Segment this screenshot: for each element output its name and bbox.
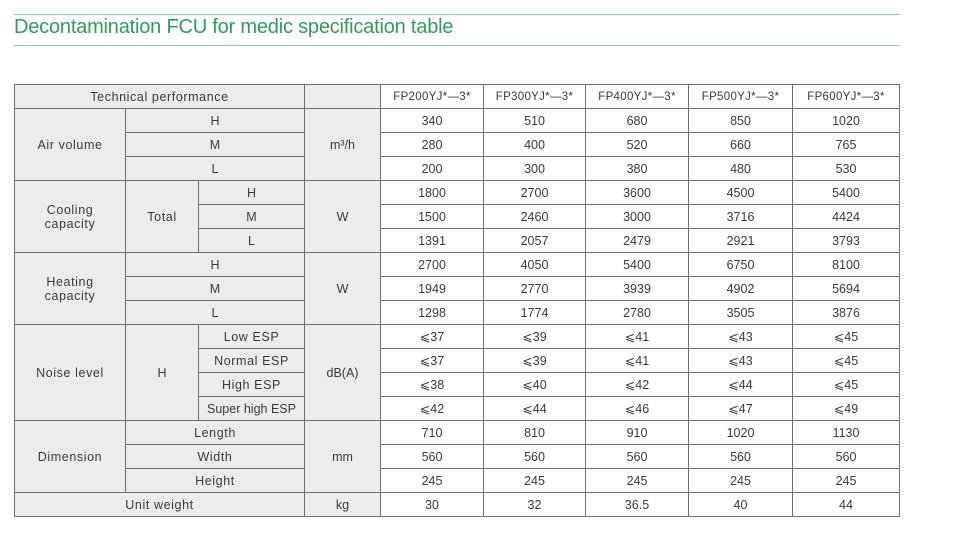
value-cell: 1500 (381, 205, 484, 229)
value-cell: 910 (586, 421, 689, 445)
value-cell: ⩽44 (689, 373, 793, 397)
value-cell: 245 (793, 469, 900, 493)
value-cell: 4500 (689, 181, 793, 205)
level-label: Height (126, 469, 305, 493)
value-cell: ⩽47 (689, 397, 793, 421)
level-label: Low ESP (199, 325, 305, 349)
value-cell: 245 (586, 469, 689, 493)
value-cell: 680 (586, 109, 689, 133)
cooling-label (15, 181, 126, 253)
value-cell: ⩽39 (484, 325, 586, 349)
level-label: L (199, 229, 305, 253)
value-cell: 2479 (586, 229, 689, 253)
value-cell: 1020 (793, 109, 900, 133)
value-cell: 3793 (793, 229, 900, 253)
value-cell: 200 (381, 157, 484, 181)
heating-label-line2: capacity (44, 288, 96, 303)
unit-cell: dB(A) (305, 325, 381, 421)
value-cell: 480 (689, 157, 793, 181)
page-title: Decontamination FCU for medic specification table (14, 16, 454, 38)
level-label: M (126, 277, 305, 301)
level-label: High ESP (199, 373, 305, 397)
value-cell: 1949 (381, 277, 484, 301)
value-cell: 3939 (586, 277, 689, 301)
value-cell: 36.5 (586, 493, 689, 517)
value-cell: ⩽49 (793, 397, 900, 421)
value-cell: ⩽41 (586, 325, 689, 349)
value-cell: 520 (586, 133, 689, 157)
level-label: M (199, 205, 305, 229)
value-cell: 400 (484, 133, 586, 157)
value-cell: 3876 (793, 301, 900, 325)
value-cell: ⩽37 (381, 349, 484, 373)
value-cell: 1020 (689, 421, 793, 445)
value-cell: ⩽37 (381, 325, 484, 349)
value-cell: 340 (381, 109, 484, 133)
value-cell: 560 (484, 445, 586, 469)
cooling-sub-label: Total (126, 181, 199, 253)
value-cell: 280 (381, 133, 484, 157)
heating-label (15, 253, 126, 325)
air-volume-row (15, 109, 900, 133)
value-cell: ⩽45 (793, 349, 900, 373)
value-cell: 2700 (381, 253, 484, 277)
value-cell: 245 (689, 469, 793, 493)
value-cell: 3000 (586, 205, 689, 229)
value-cell: 2700 (484, 181, 586, 205)
value-cell: 3716 (689, 205, 793, 229)
value-cell: 1298 (381, 301, 484, 325)
model-header: FP500YJ*—3* (689, 85, 793, 109)
value-cell: 2057 (484, 229, 586, 253)
value-cell: 850 (689, 109, 793, 133)
value-cell: 5694 (793, 277, 900, 301)
value-cell: 660 (689, 133, 793, 157)
value-cell: 560 (793, 445, 900, 469)
unit-cell: W (305, 181, 381, 253)
header-unit-cell (305, 85, 381, 109)
cooling-row (15, 181, 900, 205)
value-cell: 560 (586, 445, 689, 469)
value-cell: 300 (484, 157, 586, 181)
level-label: L (126, 157, 305, 181)
value-cell: 810 (484, 421, 586, 445)
value-cell: 30 (381, 493, 484, 517)
level-label: Normal ESP (199, 349, 305, 373)
value-cell: 510 (484, 109, 586, 133)
value-cell: ⩽38 (381, 373, 484, 397)
value-cell: 2921 (689, 229, 793, 253)
value-cell: 5400 (793, 181, 900, 205)
unit-cell: mm (305, 421, 381, 493)
value-cell: ⩽45 (793, 325, 900, 349)
value-cell: 2460 (484, 205, 586, 229)
level-label: H (126, 253, 305, 277)
heating-row (15, 253, 900, 277)
top-rule (14, 14, 900, 15)
heating-row (15, 277, 900, 301)
dimension-label: Dimension (15, 421, 126, 493)
value-cell: 2780 (586, 301, 689, 325)
value-cell: 1800 (381, 181, 484, 205)
heating-label-line1: Heating (46, 274, 94, 289)
value-cell: 3600 (586, 181, 689, 205)
heating-row (15, 301, 900, 325)
value-cell: ⩽42 (381, 397, 484, 421)
weight-label: Unit weight (15, 493, 305, 517)
unit-cell: m³/h (305, 109, 381, 181)
level-label: Width (126, 445, 305, 469)
air-volume-label: Air volume (15, 109, 126, 181)
noise-label: Noise level (15, 325, 126, 421)
value-cell: 3505 (689, 301, 793, 325)
value-cell: ⩽40 (484, 373, 586, 397)
noise-row (15, 325, 900, 349)
weight-row (15, 493, 900, 517)
value-cell: 710 (381, 421, 484, 445)
value-cell: 40 (689, 493, 793, 517)
model-header: FP200YJ*—3* (381, 85, 484, 109)
value-cell: 1391 (381, 229, 484, 253)
noise-sub-label: H (126, 325, 199, 421)
model-header: FP400YJ*—3* (586, 85, 689, 109)
cooling-label-line1: Cooling (46, 202, 94, 217)
model-header: FP600YJ*—3* (793, 85, 900, 109)
value-cell: 1774 (484, 301, 586, 325)
air-volume-row (15, 133, 900, 157)
cooling-label-line2: capacity (44, 216, 96, 231)
value-cell: ⩽42 (586, 373, 689, 397)
value-cell: 560 (381, 445, 484, 469)
value-cell: 765 (793, 133, 900, 157)
value-cell: ⩽45 (793, 373, 900, 397)
value-cell: ⩽43 (689, 325, 793, 349)
value-cell: 8100 (793, 253, 900, 277)
level-label: Super high ESP (199, 397, 305, 421)
unit-cell: W (305, 253, 381, 325)
dimension-row (15, 445, 900, 469)
value-cell: 530 (793, 157, 900, 181)
level-label: M (126, 133, 305, 157)
level-label: H (199, 181, 305, 205)
value-cell: ⩽41 (586, 349, 689, 373)
value-cell: 44 (793, 493, 900, 517)
value-cell: 4902 (689, 277, 793, 301)
value-cell: ⩽44 (484, 397, 586, 421)
model-header: FP300YJ*—3* (484, 85, 586, 109)
value-cell: 380 (586, 157, 689, 181)
level-label: Length (126, 421, 305, 445)
value-cell: 560 (689, 445, 793, 469)
value-cell: 245 (484, 469, 586, 493)
air-volume-row (15, 157, 900, 181)
level-label: H (126, 109, 305, 133)
value-cell: 5400 (586, 253, 689, 277)
value-cell: 32 (484, 493, 586, 517)
value-cell: 2770 (484, 277, 586, 301)
value-cell: 4424 (793, 205, 900, 229)
header-row (15, 85, 900, 109)
unit-cell: kg (305, 493, 381, 517)
dimension-row (15, 421, 900, 445)
title-underline (14, 45, 900, 46)
value-cell: ⩽46 (586, 397, 689, 421)
value-cell: 6750 (689, 253, 793, 277)
dimension-row (15, 469, 900, 493)
value-cell: 1130 (793, 421, 900, 445)
value-cell: 245 (381, 469, 484, 493)
spec-table (14, 84, 900, 517)
value-cell: ⩽39 (484, 349, 586, 373)
header-label: Technical performance (15, 85, 305, 109)
value-cell: 4050 (484, 253, 586, 277)
value-cell: ⩽43 (689, 349, 793, 373)
level-label: L (126, 301, 305, 325)
